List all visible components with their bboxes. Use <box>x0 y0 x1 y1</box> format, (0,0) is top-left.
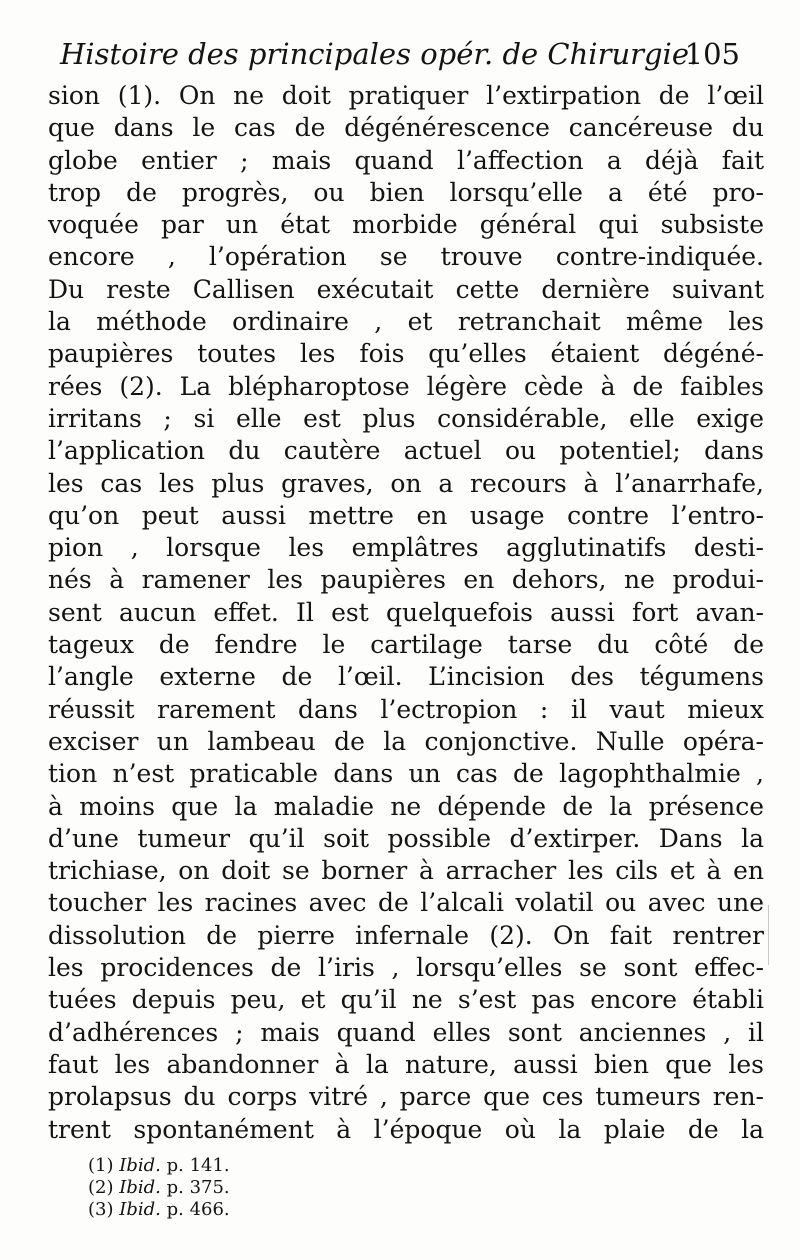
text-line: paupières toutes les fois qu’elles étaient dégéné- <box>48 339 764 369</box>
text-line: trop de progrès, ou bien lorsqu’elle a été pro- <box>48 177 764 207</box>
footnote-ref: Ibid. <box>119 1177 161 1198</box>
text-line: dissolution de pierre infernale (2). On fait rentrer <box>48 920 764 950</box>
text-line: l’application du cautère actuel ou potentiel; dans <box>48 436 764 466</box>
text-line: nés à ramener les paupières en dehors, ne produi- <box>48 565 764 595</box>
footnote-page: p. 466. <box>166 1199 230 1220</box>
text-line: tageux de fendre le cartilage tarse du côté de <box>48 630 764 660</box>
text-line: d’adhérences ; mais quand elles sont anciennes , il <box>48 1017 764 1047</box>
footnote-page: p. 375. <box>166 1177 230 1198</box>
footnote-page: p. 141. <box>166 1155 230 1176</box>
text-line: qu’on peut aussi mettre en usage contre l’entro- <box>48 500 764 530</box>
text-line: trichiase, on doit se borner à arracher les cils et à en <box>48 856 764 886</box>
page-number: 105 <box>684 37 740 71</box>
text-line: pion , lorsque les emplâtres agglutinatifs desti- <box>48 533 764 563</box>
text-line: que dans le cas de dégénérescence cancéreuse du <box>48 113 764 143</box>
text-line: sent aucun effet. Il est quelquefois aussi fort avan- <box>48 597 764 627</box>
text-line: tion n’est praticable dans un cas de lagophthalmie , <box>48 759 764 789</box>
text-line: tuées depuis peu, et qu’il ne s’est pas encore établi <box>48 985 764 1015</box>
text-line: la méthode ordinaire , et retranchait même les <box>48 307 764 337</box>
text-line: exciser un lambeau de la conjonctive. Nulle opéra- <box>48 726 764 756</box>
footnote-ref: Ibid. <box>119 1155 161 1176</box>
text-line: sion (1). On ne doit pratiquer l’extirpation de l’œil <box>48 81 764 110</box>
text-line: d’une tumeur qu’il soit possible d’extirper. Dans la <box>48 823 764 853</box>
text-line: globe entier ; mais quand l’affection a déjà fait <box>48 145 764 175</box>
footnote-mark: (2) <box>88 1177 114 1198</box>
text-line: faut les abandonner à la nature, aussi bien que les <box>48 1049 764 1079</box>
footnotes <box>88 1155 388 1221</box>
scan-edge-mark <box>768 905 769 965</box>
running-title: Histoire des principales opér. de Chirurgie. <box>60 37 699 71</box>
footnote <box>88 1199 388 1221</box>
text-line: rées (2). La blépharoptose légère cède à de faibles <box>48 371 764 401</box>
text-line: Du reste Callisen exécutait cette dernière suivant <box>48 274 764 304</box>
text-line: voquée par un état morbide général qui subsiste <box>48 210 764 240</box>
body-text <box>48 80 764 1146</box>
text-line: les cas les plus graves, on a recours à l’anarrhafe, <box>48 468 764 498</box>
text-line: encore , l’opération se trouve contre-indiquée. <box>48 242 764 272</box>
text-line: réussit rarement dans l’ectropion : il vaut mieux <box>48 694 764 724</box>
text-line: les procidences de l’iris , lorsqu’elles se sont effec- <box>48 953 764 983</box>
running-head <box>60 34 740 74</box>
text-line: toucher les racines avec de l’alcali volatil ou avec une <box>48 888 764 918</box>
text-line: l’angle externe de l’œil. L’incision des tégumens <box>48 662 764 692</box>
footnote-mark: (1) <box>88 1155 114 1176</box>
footnote <box>88 1155 388 1177</box>
text-line: à moins que la maladie ne dépende de la présence <box>48 791 764 821</box>
footnote <box>88 1177 388 1199</box>
footnote-ref: Ibid. <box>119 1199 161 1220</box>
text-line: irritans ; si elle est plus considérable, elle exige <box>48 403 764 433</box>
text-line: prolapsus du corps vitré , parce que ces tumeurs ren- <box>48 1082 764 1112</box>
text-line: trent spontanément à l’époque où la plaie de la <box>48 1114 764 1144</box>
footnote-mark: (3) <box>88 1199 114 1220</box>
